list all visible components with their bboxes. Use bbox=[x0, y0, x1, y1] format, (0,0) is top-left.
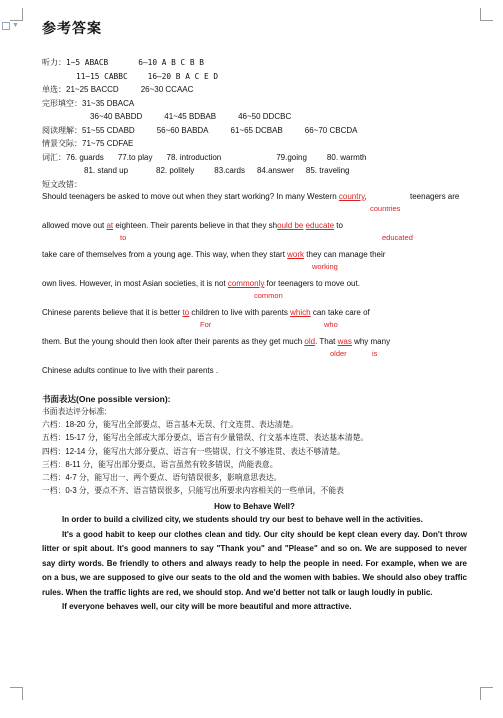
criteria-item: 二档：4-7 分，能写出一、两个要点、语句错误很多，影响意思表达。 bbox=[42, 473, 282, 483]
single-choice-label: 单选： bbox=[42, 85, 66, 94]
criteria-item: 三档：8-11 分，能写出部分要点、语言虽然有较多错误，尚能表意。 bbox=[42, 459, 278, 469]
listening-answers-row-2 bbox=[42, 70, 467, 84]
cloze-31-35: 31~35 DBACA bbox=[82, 98, 135, 108]
cloze-answers-row-1 bbox=[42, 97, 467, 111]
proof-text: teenagers are bbox=[410, 192, 460, 201]
proof-correction: older bbox=[330, 349, 347, 358]
criteria-item: 四档：12-14 分，能写出大部分要点、语言有一些错误、行文不够连贯、表达不够清楚。 bbox=[42, 446, 345, 456]
proof-error-mark: commonly bbox=[227, 279, 265, 288]
vocab-answers-row-1 bbox=[42, 151, 467, 165]
vocab-83: 83.cards bbox=[214, 166, 245, 175]
criteria-item: 五档：15-17 分，能写出全部或大部分要点、语言有少量错误、行文基本连贯、表达基本清楚。 bbox=[42, 433, 369, 443]
page-title: 参考答案 bbox=[42, 20, 102, 36]
essay-title: How to Behave Well? bbox=[214, 502, 295, 512]
cloze-label: 完形填空： bbox=[42, 98, 82, 108]
writing-title: 书面表达 bbox=[42, 394, 77, 404]
proofreading-line-2 bbox=[42, 220, 467, 249]
cloze-36-40: 36~40 BABDD bbox=[90, 112, 143, 121]
chevron-down-icon[interactable]: ▼ bbox=[12, 22, 19, 29]
criteria-label: 书面表达评分标准: bbox=[42, 407, 107, 416]
writing-title-note: (One possible version): bbox=[76, 394, 171, 404]
proof-text: to bbox=[334, 221, 343, 230]
single-choice-21-25: 21~25 BACCD bbox=[66, 85, 119, 94]
criteria-item: 六档：18-20 分，能写出全部要点、语言基本无误、行文连贯、表达清楚。 bbox=[42, 420, 299, 430]
reading-label: 阅读理解： bbox=[42, 125, 82, 135]
proof-correction: countries bbox=[370, 204, 401, 213]
proof-text: Chinese parents believe that it is better bbox=[42, 308, 183, 317]
proof-text: why many bbox=[351, 337, 391, 346]
proof-error-mark: work bbox=[287, 250, 305, 259]
proof-error-mark: to bbox=[182, 308, 190, 317]
proof-correction: who bbox=[324, 320, 338, 329]
vocab-78: 78. introduction bbox=[166, 152, 222, 162]
proof-text: allowed move out bbox=[42, 221, 107, 230]
proof-text: they can manage their bbox=[304, 250, 386, 259]
proofreading-line-4 bbox=[42, 278, 467, 307]
proof-text: for teenagers to move out. bbox=[264, 279, 360, 288]
page-corner-top-right bbox=[480, 8, 493, 21]
proof-error-mark: country bbox=[338, 192, 365, 201]
proof-text: own lives. However, in most Asian societies, it is not bbox=[42, 279, 228, 288]
cloze-answers-row-2 bbox=[42, 110, 467, 124]
document-page bbox=[42, 18, 467, 615]
proofreading-line-7 bbox=[42, 365, 467, 385]
listening-answers-1-5: 1~5 ABACB bbox=[66, 58, 109, 67]
essay-paragraph-2: It's a good habit to keep our clothes clean and tidy. Our city should be kept clean every day. Don't throw litter or spit about. It's good manners to say "Thank you" and "Please" and so on. We are supposed to never say dirty words. Be friendly to others and always ready to help the people in need. For example, when we are on a bus, we are supposed to give our seats to the old and the women with babies. We should also obey traffic rules. When the traffic lights are red, we should stop. And we'd better not talk or laugh loudly in public. bbox=[42, 529, 467, 597]
reading-answers bbox=[42, 124, 467, 138]
dialogue-label: 情景交际： bbox=[42, 139, 82, 148]
dialogue-answers bbox=[42, 137, 467, 151]
reading-61-65: 61~65 DCBAB bbox=[230, 125, 283, 135]
proof-error-mark: educate bbox=[305, 221, 335, 230]
single-choice-26-30: 26~30 CCAAC bbox=[140, 85, 194, 94]
vocab-answers-row-2 bbox=[42, 164, 467, 178]
proof-error-mark: at bbox=[106, 221, 114, 230]
vocab-label: 词汇： bbox=[42, 152, 66, 162]
vocab-84: 84.answer bbox=[256, 166, 294, 175]
proofreading-line-6 bbox=[42, 336, 467, 365]
proof-error-mark: which bbox=[290, 308, 311, 317]
listening-label: 听力： bbox=[42, 58, 66, 67]
page-corner-top-left bbox=[10, 8, 23, 21]
proof-correction: is bbox=[372, 349, 378, 358]
single-choice-answers bbox=[42, 83, 467, 97]
proof-correction: to bbox=[120, 233, 127, 242]
dialogue-71-75: 71~75 CDFAE bbox=[82, 139, 134, 148]
reading-66-70: 66~70 CBCDA bbox=[304, 125, 358, 135]
proofreading-line-5 bbox=[42, 307, 467, 336]
reading-51-55: 51~55 CDABD bbox=[82, 125, 135, 135]
proof-error-mark: was bbox=[337, 337, 352, 346]
proof-text: Should teenagers be asked to move out when they start working? In many Western bbox=[42, 192, 339, 201]
vocab-82: 82. politely bbox=[156, 166, 195, 175]
listening-answers-11-15: 11~15 CABBC bbox=[76, 71, 128, 81]
cloze-41-45: 41~45 BDBAB bbox=[164, 112, 217, 121]
criteria-item: 一档：0-3 分，要点不齐、语言错误很多，只能写出所要求内容相关的一些单词，不能表 bbox=[42, 486, 344, 496]
vocab-85: 85. traveling bbox=[305, 166, 350, 175]
listening-answers-row-1 bbox=[42, 56, 467, 70]
navigation-pane-toggle[interactable] bbox=[2, 22, 10, 30]
listening-answers-16-20: 16—20 B A C E D bbox=[147, 71, 219, 81]
cloze-46-50: 46~50 DDCBC bbox=[238, 112, 292, 121]
listening-answers-6-10: 6—10 A B C B B bbox=[138, 58, 204, 67]
proofreading-line-3 bbox=[42, 249, 467, 278]
proof-text: eighteen. Their parents believe in that they sh bbox=[113, 221, 278, 230]
page-corner-bottom-right bbox=[480, 687, 493, 700]
proof-text: them. But the young should then look after their parents as they get much bbox=[42, 337, 305, 346]
proof-text: children to live with parents bbox=[189, 308, 291, 317]
vocab-81: 81. stand up bbox=[84, 166, 129, 175]
proof-text: can take care of bbox=[310, 308, 370, 317]
proof-correction: common bbox=[254, 291, 283, 300]
page-corner-bottom-left bbox=[10, 687, 23, 700]
vocab-76: 76. guards bbox=[66, 152, 104, 162]
essay-paragraph-3: If everyone behaves well, our city will be more beautiful and more attractive. bbox=[62, 602, 352, 612]
vocab-77: 77.to play bbox=[117, 152, 153, 162]
proof-correction: For bbox=[200, 320, 212, 329]
vocab-80: 80. warmth bbox=[326, 152, 367, 162]
proof-text: . That bbox=[315, 337, 338, 346]
proof-text: , bbox=[364, 192, 367, 201]
proofreading-label: 短文改错： bbox=[42, 179, 82, 189]
proof-correction: educated bbox=[382, 233, 413, 242]
proof-error-mark: ould be bbox=[277, 221, 304, 230]
proofreading-line-1 bbox=[42, 191, 467, 220]
proof-text: Chinese adults continue to live with their parents . bbox=[42, 366, 219, 375]
writing-section-title bbox=[42, 393, 467, 405]
proof-correction: working bbox=[312, 262, 338, 271]
reading-56-60: 56~60 BABDA bbox=[156, 125, 209, 135]
proof-text: take care of themselves from a young age. This way, when they start bbox=[42, 250, 288, 259]
essay-paragraph-1: In order to build a civilized city, we students should try our best to behave well in the activities. bbox=[62, 515, 423, 525]
proof-error-mark: old bbox=[304, 337, 316, 346]
vocab-79: 79.going bbox=[276, 152, 307, 162]
